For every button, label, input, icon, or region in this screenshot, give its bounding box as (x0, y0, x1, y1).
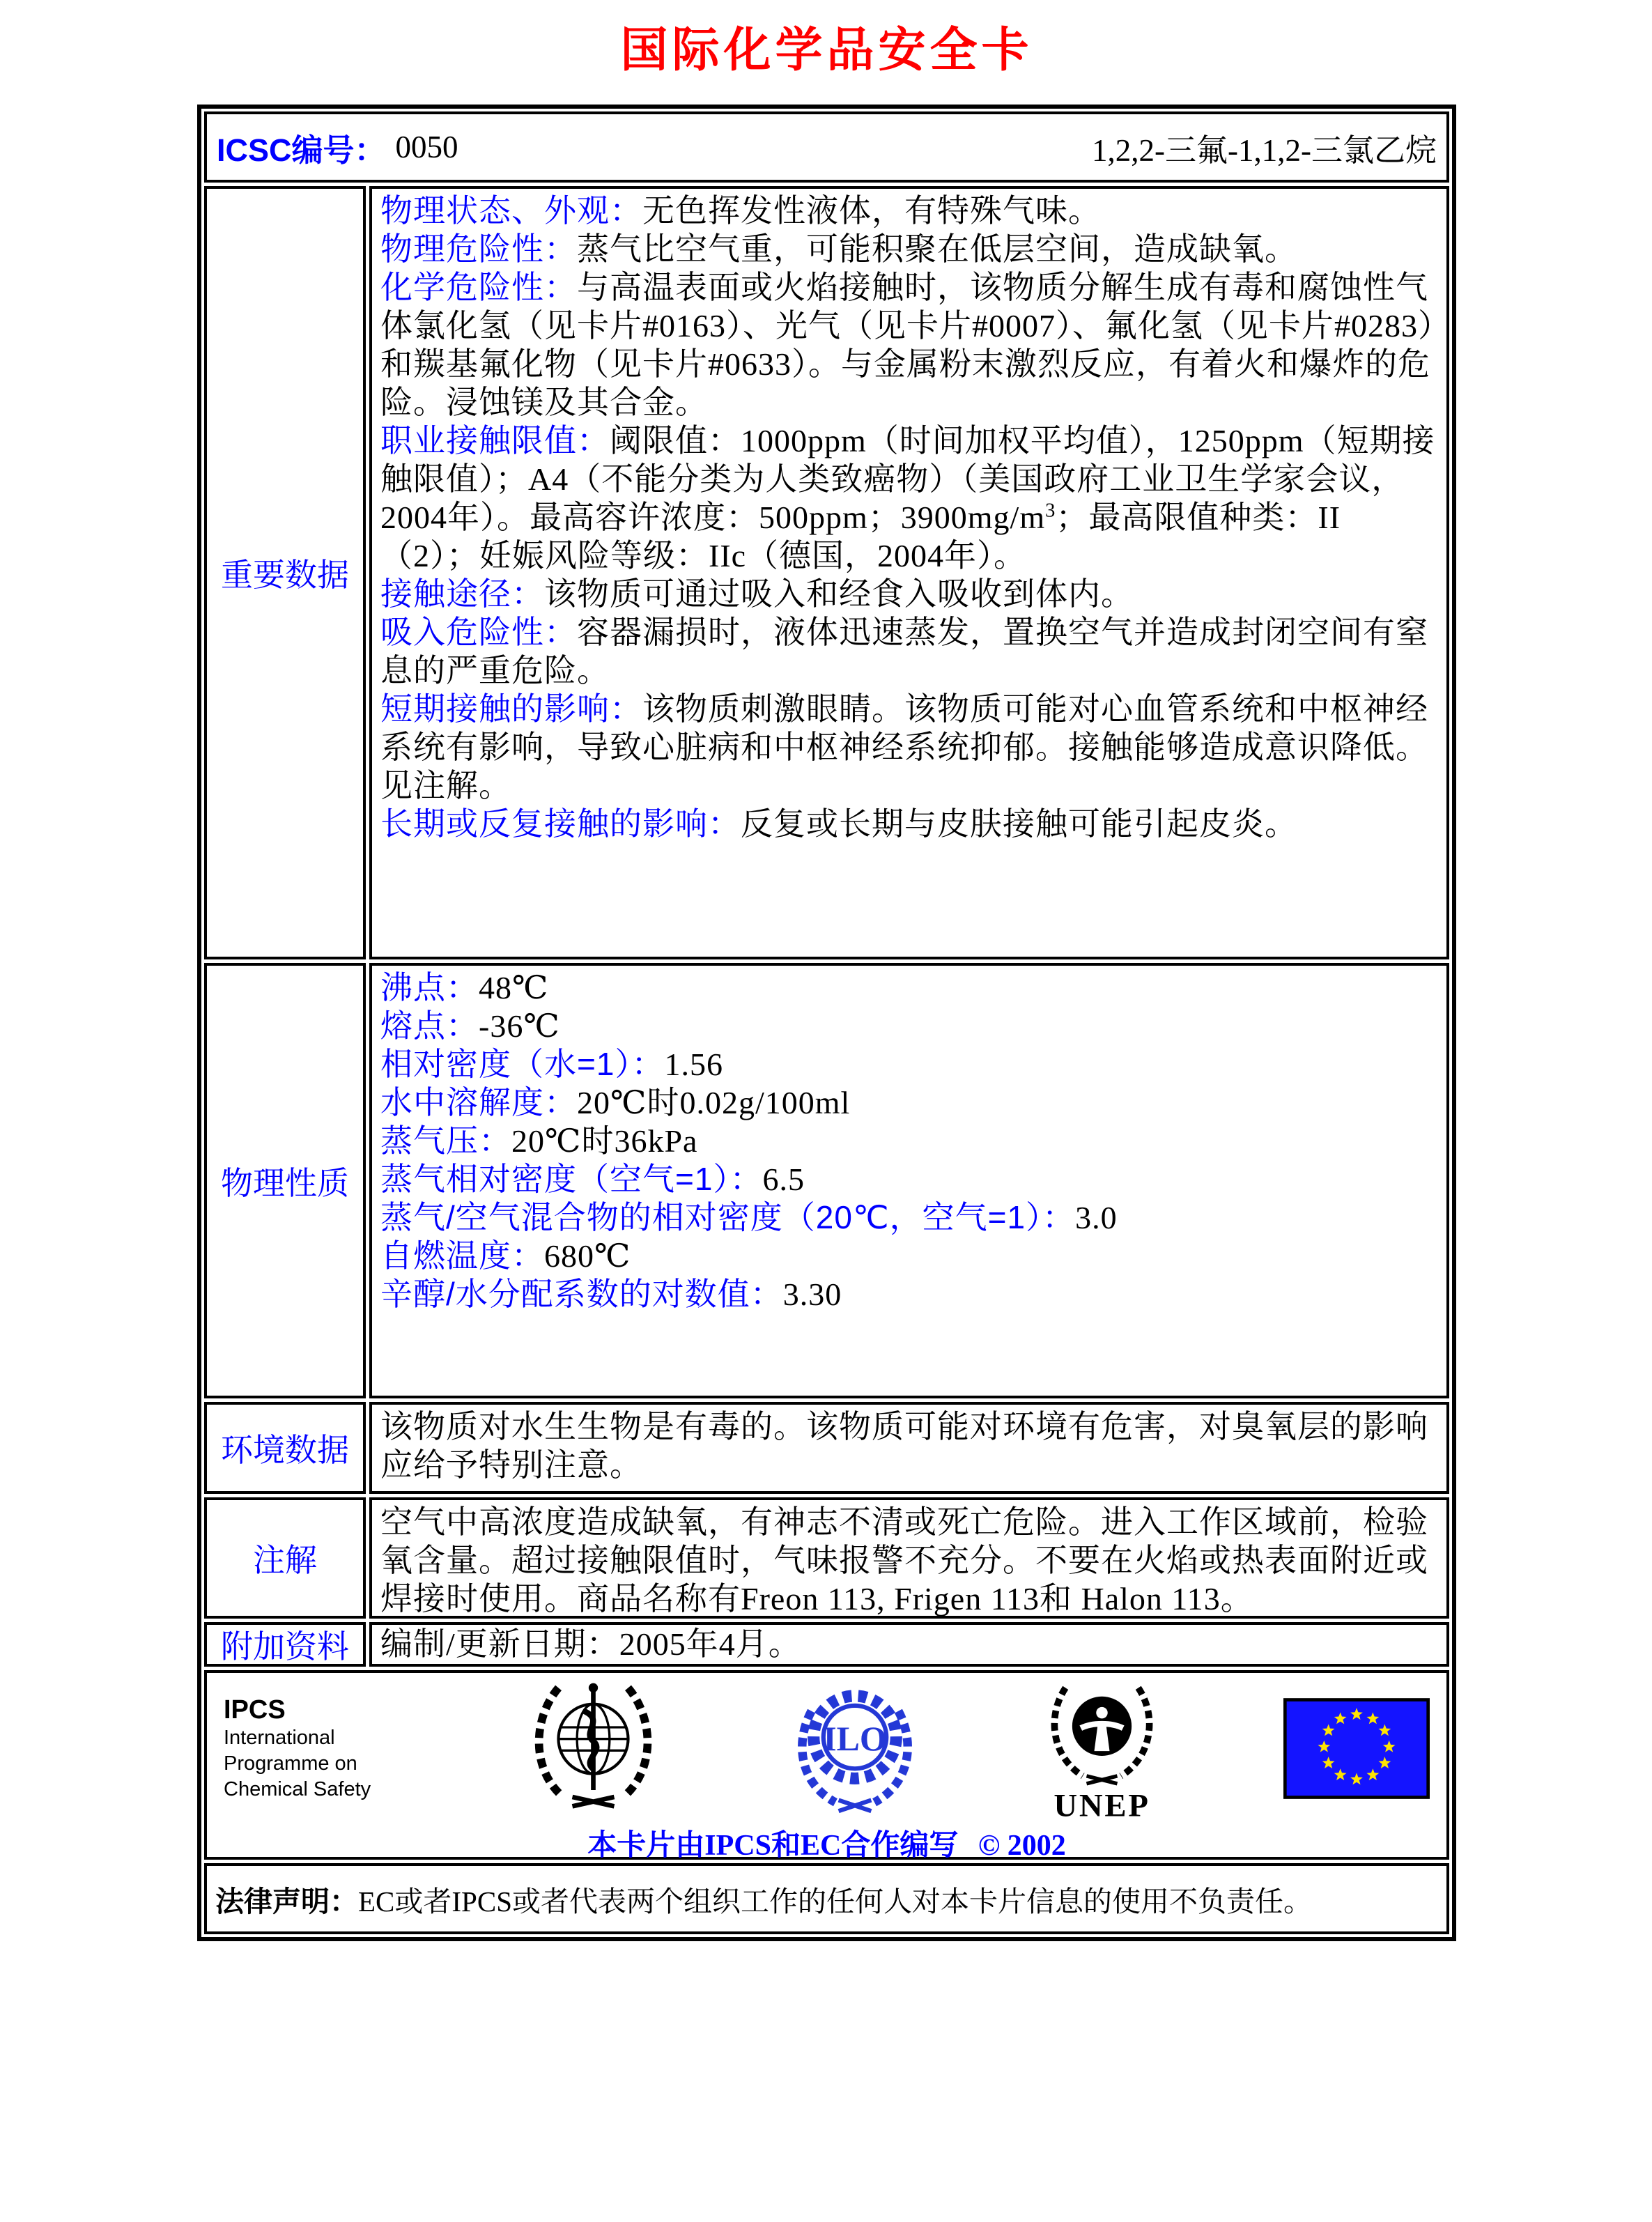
field-label: 蒸气压： (380, 1122, 511, 1159)
physical-properties-label: 物理性质 (204, 963, 366, 1398)
legal-label: 法律声明： (215, 1885, 358, 1918)
ilo-letters: ILO (822, 1719, 887, 1758)
field-label: 蒸气相对密度（空气=1）： (380, 1161, 763, 1197)
field-label: 辛醇/水分配系数的对数值： (380, 1276, 783, 1312)
ipcs-line-1: International (224, 1726, 335, 1749)
paragraph: 辛醇/水分配系数的对数值：3.30 (380, 1276, 842, 1312)
paragraph: 化学危险性：与高温表面或火焰接触时，该物质分解生成有毒和腐蚀性气体氯化氢（见卡片#0163）、光气（见卡片#0007）、氟化氢（见卡片#0283）和羰基氟化物（见卡片#0633）。与金属粉末激烈反应，有着火和爆炸的危险。浸蚀镁及其合金。 (380, 269, 1435, 420)
superscript: 3 (1045, 500, 1056, 522)
additional-info-row (204, 1622, 1449, 1667)
notes-label: 注解 (204, 1497, 366, 1619)
important-data-row (204, 186, 1449, 959)
page-title: 国际化学品安全卡 (620, 24, 1033, 77)
organizations-row (204, 1670, 1449, 1860)
environmental-data-label: 环境数据 (204, 1402, 366, 1494)
paragraph: 编制/更新日期：2005年4月。 (380, 1626, 801, 1662)
field-label: 物理状态、外观： (380, 192, 642, 229)
who-emblem-icon (522, 1679, 665, 1818)
paragraph: 职业接触限值：阈限值：1000ppm（时间加权平均值），1250ppm（短期接触限值）；A4（不能分类为人类致癌物）（美国政府工业卫生学家会议，2004年）。最高容许浓度：500ppm；$3900mg/m^3$；最高限值种类：II（2）；妊娠风险等级：IIc（德国，2004年）。 (380, 422, 1435, 573)
paragraph: 该物质对水生生物是有毒的。该物质可能对环境有危害，对臭氧层的影响应给予特别注意。 (380, 1409, 1428, 1483)
environmental-data-row (204, 1402, 1449, 1494)
notes-content (369, 1497, 1449, 1619)
paragraph: 蒸气压：20℃时36kPa (380, 1122, 698, 1159)
environmental-data-content (369, 1402, 1449, 1494)
legal-row (204, 1863, 1449, 1934)
organizations-cell (204, 1670, 1449, 1860)
field-label: 长期或反复接触的影响： (380, 805, 741, 842)
paragraph: 物理状态、外观：无色挥发性液体，有特殊气味。 (380, 192, 1101, 229)
chemical-name: 1,2,2-三氟-1,1,2-三氯乙烷 (1092, 132, 1437, 168)
footer-caption (214, 1822, 1439, 1864)
ipcs-acronym: IPCS (224, 1695, 286, 1725)
copyright-text: © 2002 (978, 1830, 1066, 1862)
ipcs-text-block (224, 1695, 398, 1803)
paragraph: 水中溶解度：20℃时0.02g/100ml (380, 1084, 851, 1120)
paragraph: 吸入危险性：容器漏损时，液体迅速蒸发，置换空气并造成封闭空间有窒息的严重危险。 (380, 614, 1428, 688)
eu-flag-icon (1283, 1698, 1430, 1799)
icsc-number-label: ICSC编号： (217, 132, 386, 168)
important-data-content (369, 186, 1449, 959)
field-label: 相对密度（水=1）： (380, 1046, 665, 1082)
physical-properties-row (204, 963, 1449, 1398)
additional-info-label: 附加资料 (204, 1622, 366, 1667)
field-label: 接触途径： (380, 576, 544, 612)
field-label: 水中溶解度： (380, 1084, 577, 1120)
notes-row (204, 1497, 1449, 1619)
legal-cell (204, 1863, 1449, 1934)
header-row (204, 111, 1449, 183)
ipcs-line-2: Programme on (224, 1752, 357, 1775)
paragraph: 熔点：-36℃ (380, 1008, 560, 1044)
field-label: 熔点： (380, 1008, 479, 1044)
paragraph: 蒸气/空气混合物的相对密度（20℃，空气=1）：3.0 (380, 1199, 1118, 1235)
icsc-number-value: 0050 (395, 130, 458, 164)
field-label: 自燃温度： (380, 1237, 544, 1274)
logos-strip (214, 1679, 1439, 1821)
paragraph: 自燃温度：680℃ (380, 1237, 631, 1274)
field-label: 物理危险性： (380, 231, 577, 267)
important-data-label: 重要数据 (204, 186, 366, 959)
paragraph: 空气中高浓度造成缺氧，有神志不清或死亡危险。进入工作区域前，检验氧含量。超过接触限值时，气味报警不充分。不要在火焰或热表面附近或焊接时使用。商品名称有Freon 113, Frigen 113和 Halon 113。 (380, 1504, 1428, 1617)
additional-info-content (369, 1622, 1449, 1667)
paragraph: 短期接触的影响：该物质刺激眼睛。该物质可能对心血管系统和中枢神经系统有影响，导致心脏病和中枢神经系统抑郁。接触能够造成意识降低。见注解。 (380, 690, 1428, 803)
legal-text: EC或者IPCS或者代表两个组织工作的任何人对本卡片信息的使用不负责任。 (358, 1885, 1312, 1918)
field-label: 短期接触的影响： (380, 690, 642, 727)
ipcs-line-3: Chemical Safety (224, 1777, 371, 1800)
paragraph: 长期或反复接触的影响：反复或长期与皮肤接触可能引起皮炎。 (380, 805, 1297, 842)
unep-letters: UNEP (1053, 1787, 1150, 1821)
field-label: 蒸气/空气混合物的相对密度（20℃，空气=1）： (380, 1199, 1076, 1235)
ilo-emblem-icon (789, 1681, 921, 1816)
field-label: 吸入危险性： (380, 614, 577, 650)
header-cell (204, 111, 1449, 183)
paragraph: 接触途径：该物质可通过吸入和经食入吸收到体内。 (380, 576, 1134, 612)
paragraph: 物理危险性：蒸气比空气重，可能积聚在低层空间，造成缺氧。 (380, 231, 1297, 267)
paragraph: 蒸气相对密度（空气=1）：6.5 (380, 1161, 805, 1197)
field-label: 化学危险性： (380, 269, 577, 305)
field-label: 职业接触限值： (380, 422, 610, 458)
paragraph: 相对密度（水=1）：1.56 (380, 1046, 723, 1082)
icsc-card (197, 105, 1456, 1941)
unep-emblem-icon (1044, 1675, 1159, 1821)
field-label: 沸点： (380, 969, 479, 1005)
caption-text: 本卡片由IPCS和EC合作编写 (587, 1830, 959, 1862)
physical-properties-content (369, 963, 1449, 1398)
paragraph: 沸点：48℃ (380, 969, 549, 1005)
